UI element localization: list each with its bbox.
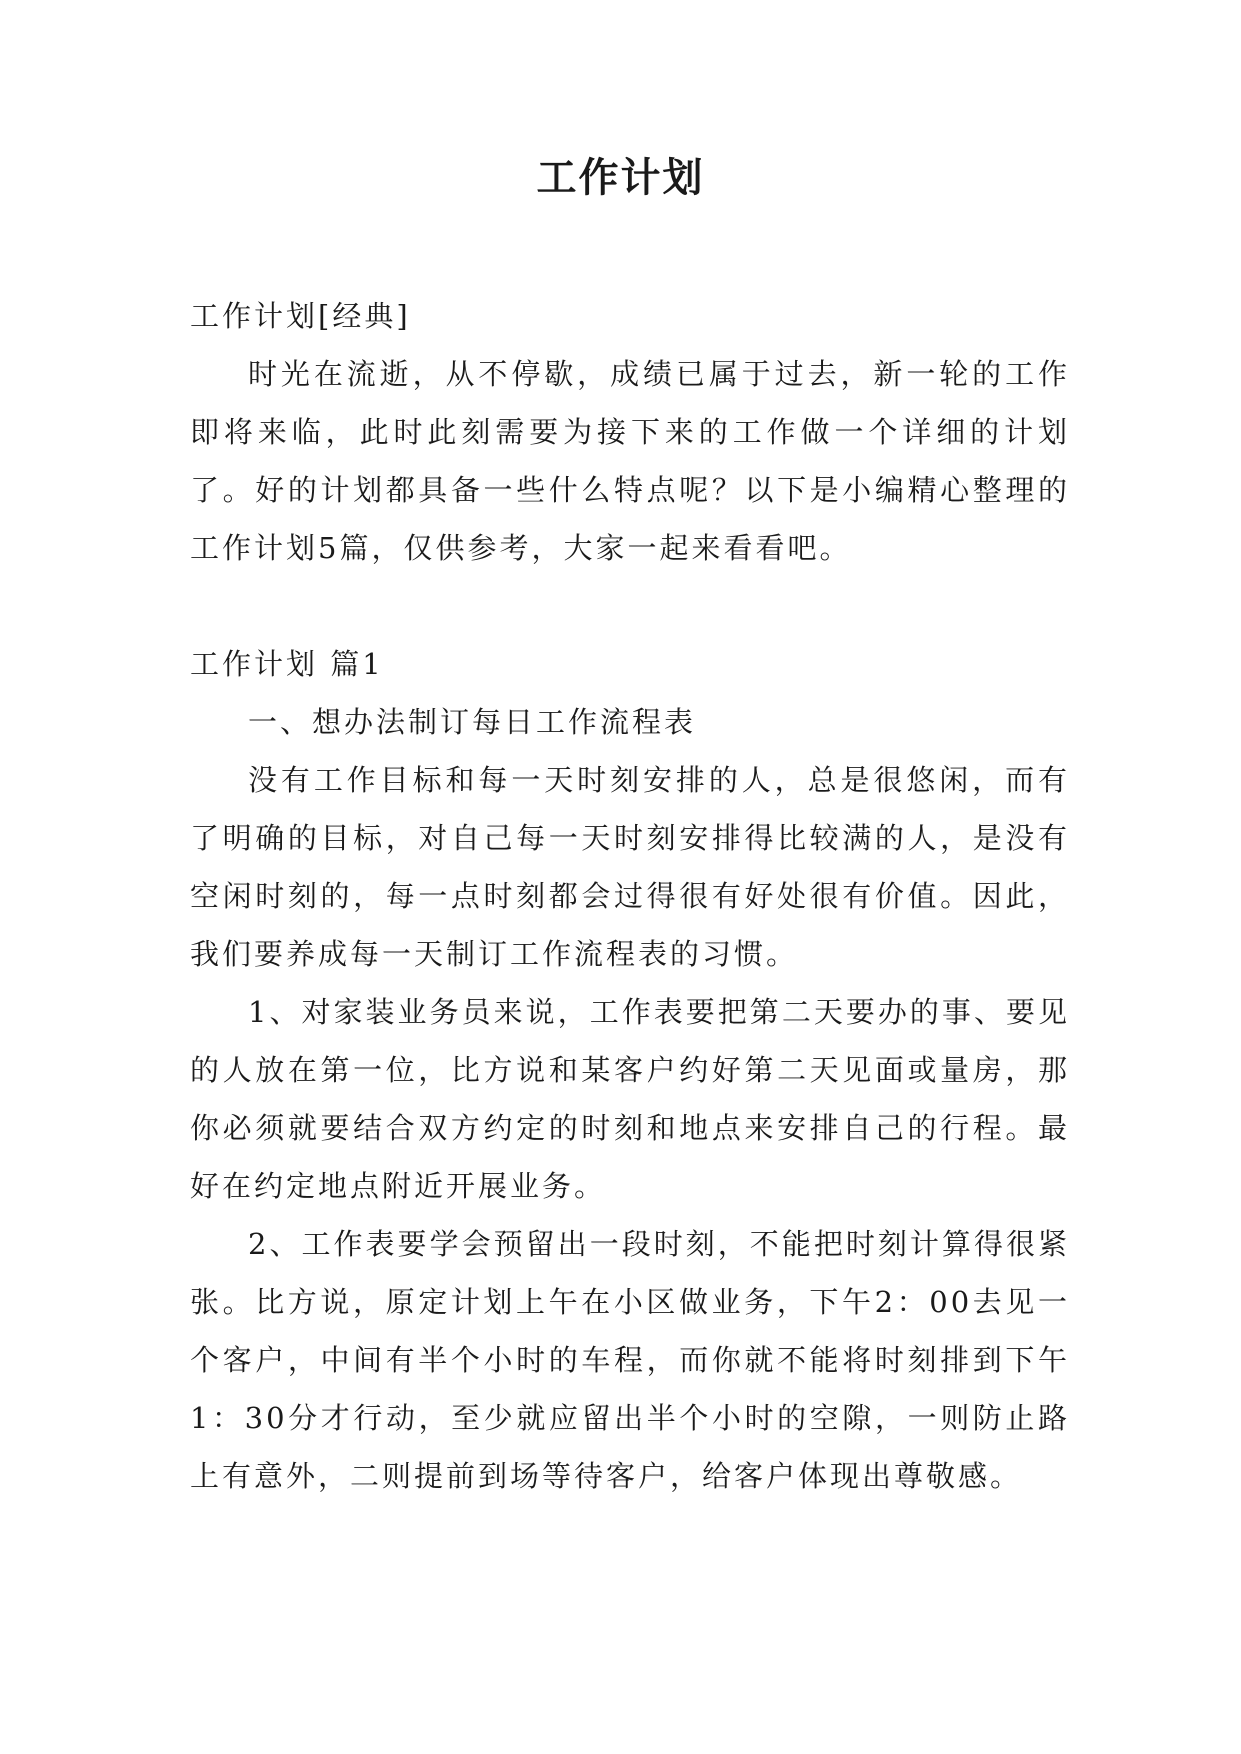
document-subtitle: 工作计划[经典]	[190, 299, 411, 333]
page-title: 工作计划	[536, 154, 705, 201]
section-heading: 工作计划 篇1	[190, 647, 384, 681]
body-paragraph: 没有工作目标和每一天时刻安排的人，总是很悠闲，而有了明确的目标，对自己每一天时刻安排得比较满的人，是没有空闲时刻的，每一点时刻都会过得很有好处很有价值。因此，我们要养成每一天制订工作流程表的习惯。	[190, 763, 1070, 971]
document-body	[190, 287, 1070, 1505]
body-paragraph: 2、工作表要学会预留出一段时刻，不能把时刻计算得很紧张。比方说，原定计划上午在小区做业务，下午2：00去见一个客户，中间有半个小时的车程，而你就不能将时刻排到下午1：30分才行动，至少就应留出半个小时的空隙，一则防止路上有意外，二则提前到场等待客户，给客户体现出尊敬感。	[190, 1227, 1070, 1493]
paragraph-gap	[190, 577, 1070, 635]
body-paragraph: 1、对家装业务员来说，工作表要把第二天要办的事、要见的人放在第一位，比方说和某客户约好第二天见面或量房，那你必须就要结合双方约定的时刻和地点来安排自己的行程。最好在约定地点附近开展业务。	[190, 995, 1070, 1203]
intro-paragraph: 时光在流逝，从不停歇，成绩已属于过去，新一轮的工作即将来临，此时此刻需要为接下来的工作做一个详细的计划了。好的计划都具备一些什么特点呢？以下是小编精心整理的工作计划5篇，仅供参考，大家一起来看看吧。	[190, 357, 1070, 565]
item-heading: 一、想办法制订每日工作流程表	[248, 705, 697, 739]
